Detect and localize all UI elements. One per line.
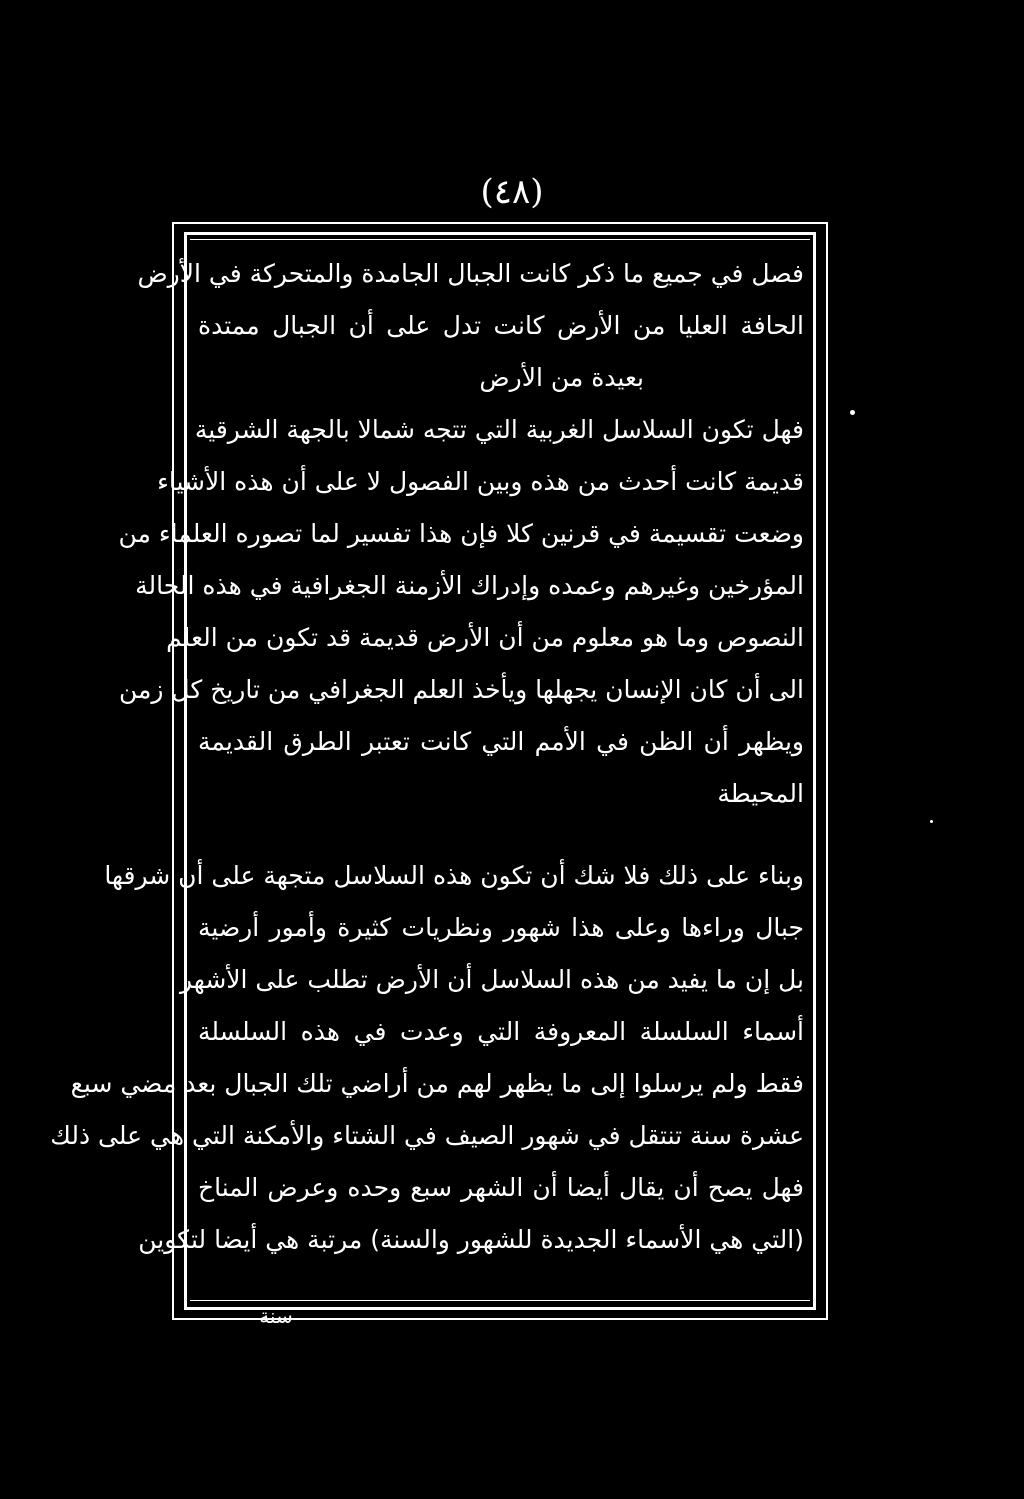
page-number: (٤٨)	[480, 172, 544, 212]
text-line: فهل تكون السلاسل الغربية التي تتجه شمالا بالجهة الشرقية	[194, 415, 804, 444]
text-line: المحيطة	[717, 779, 804, 808]
text-line: النصوص وما هو معلوم من أن الأرض قديمة قد تكون من العلم	[166, 623, 804, 652]
text-line: وضعت تقسيمة في قرنين كلا فإن هذا تفسير لما تصوره العلماء من	[118, 519, 804, 548]
text-line: الى أن كان الإنسان يجهلها ويأخذ العلم الجغرافي من تاريخ كل زمن	[118, 675, 804, 704]
frame-bottom-rule	[190, 1300, 810, 1301]
text-line: قديمة كانت أحدث من هذه وبين الفصول لا على أن هذه الأشياء	[157, 467, 804, 496]
text-line: الحافة العليا من الأرض كانت تدل على أن الجبال ممتدة	[198, 311, 804, 340]
scan-speck	[930, 820, 933, 823]
scan-speck	[850, 410, 855, 415]
text-line: جبال وراءها وعلى هذا شهور ونظريات كثيرة وأمور أرضية	[198, 913, 804, 942]
body-text	[50, 248, 804, 1266]
text-line: ويظهر أن الظن في الأمم التي كانت تعتبر الطرق القديمة	[198, 727, 804, 756]
text-line: فقط ولم يرسلوا إلى ما يظهر لهم من أراضي تلك الجبال بعد مضي سبع	[70, 1069, 804, 1098]
text-line: (التي هي الأسماء الجديدة للشهور والسنة) مرتبة هي أيضا لتكوين	[138, 1225, 804, 1254]
frame-top-rule	[190, 239, 810, 240]
text-line: بل إن ما يفيد من هذه السلاسل أن الأرض تطلب على الأشهر	[180, 965, 804, 994]
catchword: سنة	[259, 1304, 293, 1328]
scan-speck	[590, 1318, 594, 1320]
text-line: أسماء السلسلة المعروفة التي وعدت في هذه السلسلة	[198, 1017, 804, 1046]
text-line: فصل في جميع ما ذكر كانت الجبال الجامدة والمتحركة في الأرض	[137, 259, 804, 288]
text-line: المؤرخين وغيرهم وعمده وإدراك الأزمنة الجغرافية في هذه الحالة	[135, 571, 804, 600]
text-line: بعيدة من الأرض	[479, 363, 644, 392]
text-line: عشرة سنة تنتقل في شهور الصيف في الشتاء والأمكنة التي هي على ذلك	[50, 1121, 804, 1150]
text-line: وبناء على ذلك فلا شك أن تكون هذه السلاسل متجهة على أن شرقها	[104, 861, 804, 890]
text-line: فهل يصح أن يقال أيضا أن الشهر سبع وحده وعرض المناخ	[198, 1173, 804, 1202]
